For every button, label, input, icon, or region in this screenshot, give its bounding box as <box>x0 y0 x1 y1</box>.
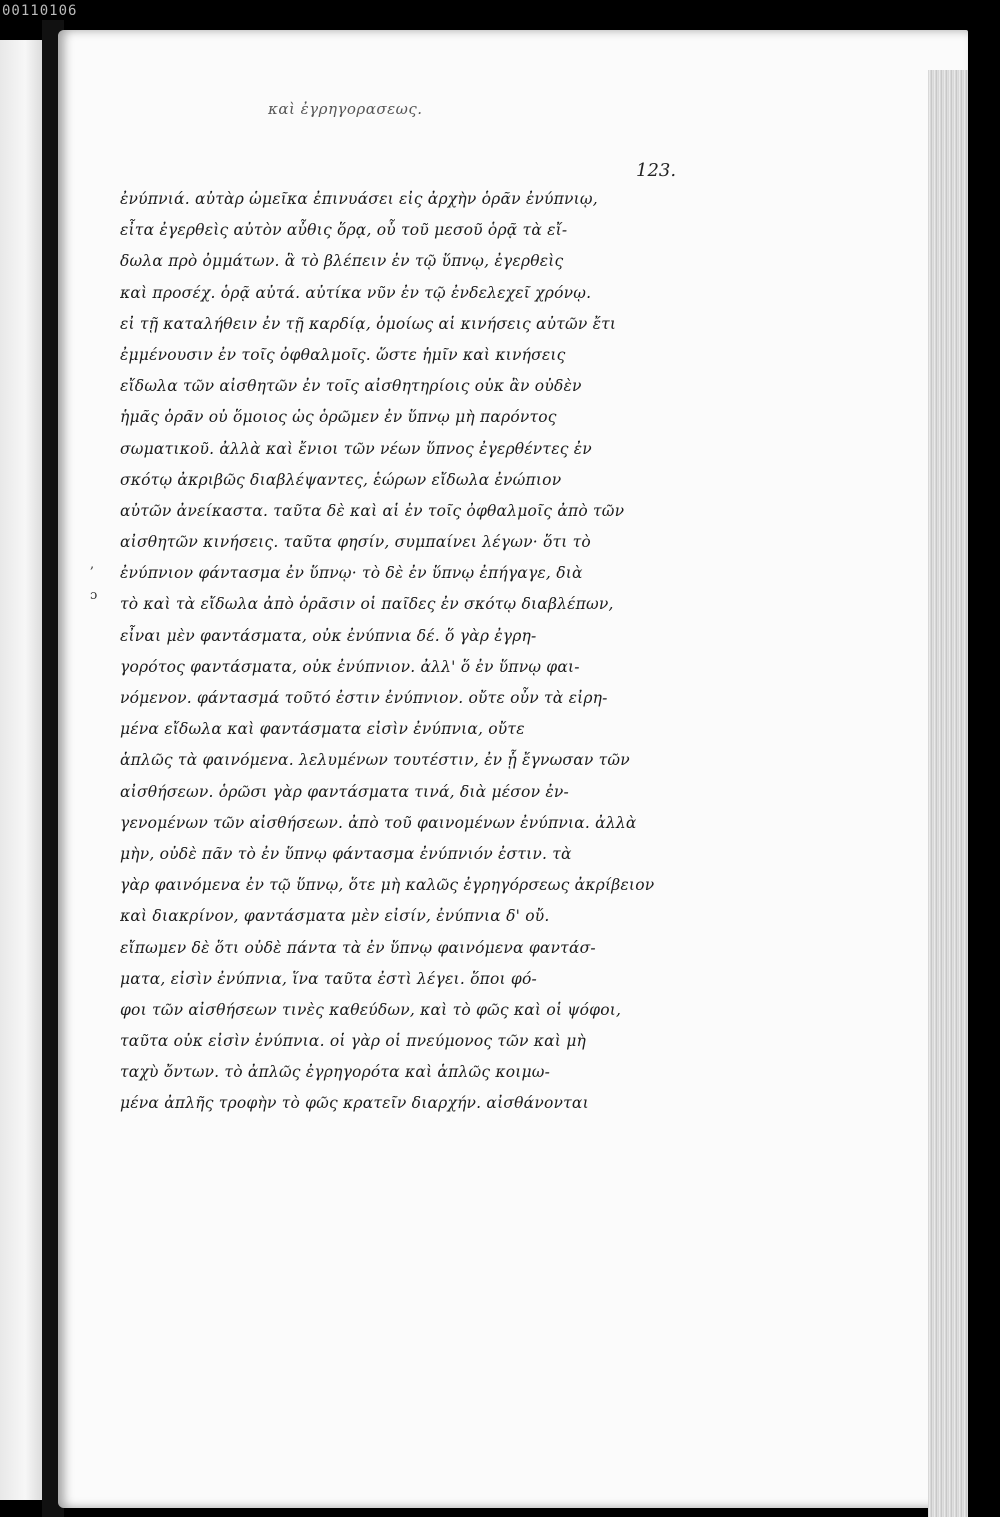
text-line: μένα εἴδωλα καὶ φαντάσματα εἰσὶν ἐνύπνια, οὔτε <box>120 720 525 739</box>
manuscript-text <box>120 184 660 1120</box>
text-line: σωματικοῦ. ἀλλὰ καὶ ἔνιοι τῶν νέων ὕπνος ἐγερθέντες ἐν <box>120 439 592 458</box>
text-line: εἶτα ἐγερθεὶς αὐτὸν αὖθις ὅρᾳ, οὗ τοῦ μεσοῦ ὁρᾷ τὰ εἴ- <box>120 221 568 240</box>
margin-mark: , <box>90 557 95 572</box>
text-line: δωλα πρὸ ὀμμάτων. ἃ τὸ βλέπειν ἐν τῷ ὕπνῳ, ἐγερθεὶς <box>120 252 564 271</box>
text-line: τὸ καὶ τὰ εἴδωλα ἀπὸ ὁρᾶσιν οἱ παῖδες ἐν σκότῳ διαβλέπων, <box>120 595 614 614</box>
text-line: ἁπλῶς τὰ φαινόμενα. λελυμένων τουτέστιν, ἐν ᾗ ἔγνωσαν τῶν <box>120 751 630 770</box>
text-line: φοι τῶν αἰσθήσεων τινὲς καθεύδων, καὶ τὸ φῶς καὶ οἱ ψόφοι, <box>120 1000 622 1019</box>
text-line: ματα, εἰσὶν ἐνύπνια, ἵνα ταῦτα ἐστὶ λέγει. ὅποι φό- <box>120 969 537 988</box>
text-line: εἰ τῇ καταλήθειν ἐν τῇ καρδίᾳ, ὁμοίως αἱ κινήσεις αὐτῶν ἔτι <box>120 314 617 333</box>
text-line: ἐνύπνιά. αὐτὰρ ὡμεῖκα ἐπινυάσει εἰς ἀρχὴν ὁρᾶν ἐνύπνιῳ, <box>120 190 598 208</box>
text-line: αἰσθήσεων. ὁρῶσι γὰρ φαντάσματα τινά, διὰ μέσον ἐν- <box>120 782 569 801</box>
text-line: γενομένων τῶν αἰσθήσεων. ἀπὸ τοῦ φαινομένων ἐνύπνια. ἀλλὰ <box>120 813 637 832</box>
text-line: μὴν, οὐδὲ πᾶν τὸ ἐν ὕπνῳ φάντασμα ἐνύπνιόν ἐστιν. τὰ <box>120 844 572 863</box>
text-line: νόμενον. φάντασμά τοῦτό ἐστιν ἐνύπνιον. οὔτε οὖν τὰ εἰρη- <box>120 689 608 707</box>
folio-number: 123. <box>636 160 677 181</box>
text-line: καὶ προσέχ. ὁρᾷ αὐτά. αὐτίκα νῦν ἐν τῷ ἐνδελεχεῖ χρόνῳ. <box>120 283 592 302</box>
text-line: εἶναι μὲν φαντάσματα, οὐκ ἐνύπνια δέ. ὅ γὰρ ἐγρη- <box>120 626 537 645</box>
text-line: εἴδωλα τῶν αἰσθητῶν ἐν τοῖς αἰσθητηρίοις οὐκ ἂν οὐδὲν <box>120 377 582 396</box>
margin-mark: ɔ <box>90 588 98 603</box>
manuscript-page <box>58 30 968 1508</box>
text-line: μένα ἀπλῆς τροφὴν τὸ φῶς κρατεῖν διαρχήν. αἰσθάνονται <box>120 1094 589 1113</box>
text-line: ἡμᾶς ὁρᾶν οὐ ὅμοιος ὡς ὁρῶμεν ἐν ὕπνῳ μὴ παρόντος <box>120 408 557 427</box>
text-line: σκότῳ ἀκριβῶς διαβλέψαντες, ἑώρων εἴδωλα ἐνώπιον <box>120 470 562 489</box>
text-line: γορότος φαντάσματα, οὐκ ἐνύπνιον. ἀλλ' ὅ ἐν ὕπνῳ φαι- <box>120 657 580 676</box>
text-line: γὰρ φαινόμενα ἐν τῷ ὕπνῳ, ὅτε μὴ καλῶς ἐγρηγόρσεως ἀκρίβειον <box>120 876 655 895</box>
text-line: καὶ διακρίνον, φαντάσματα μὲν εἰσίν, ἐνύπνια δ' οὔ. <box>120 907 550 926</box>
running-head: καὶ ἐγρηγορασεως. <box>268 100 423 118</box>
text-line: αἰσθητῶν κινήσεις. ταῦτα φησίν, συμπαίνει λέγων· ὅτι τὸ <box>120 533 591 552</box>
page-edge-stack <box>928 70 968 1517</box>
text-line: αὐτῶν ἀνείκαστα. ταῦτα δὲ καὶ αἱ ἐν τοῖς ὀφθαλμοῖς ἀπὸ τῶν <box>120 501 625 520</box>
frame-id-label: 00110106 <box>2 3 78 19</box>
text-line: εἴπωμεν δὲ ὅτι οὐδὲ πάντα τὰ ἐν ὕπνῳ φαινόμενα φαντάσ- <box>120 938 596 957</box>
facing-page-edge <box>0 40 44 1500</box>
text-line: ἐνύπνιον φάντασμα ἐν ὕπνῳ· τὸ δὲ ἐν ὕπνῳ ἐπήγαγε, διὰ <box>120 564 583 583</box>
text-line: ταχὺ ὄντων. τὸ ἀπλῶς ἐγρηγορότα καὶ ἁπλῶς κοιμω- <box>120 1063 551 1082</box>
text-line: ταῦτα οὐκ εἰσὶν ἐνύπνια. οἱ γὰρ οἱ πνεύμονος τῶν καὶ μὴ <box>120 1032 586 1051</box>
text-line: ἐμμένουσιν ἐν τοῖς ὀφθαλμοῖς. ὥστε ἡμῖν καὶ κινήσεις <box>120 345 566 364</box>
